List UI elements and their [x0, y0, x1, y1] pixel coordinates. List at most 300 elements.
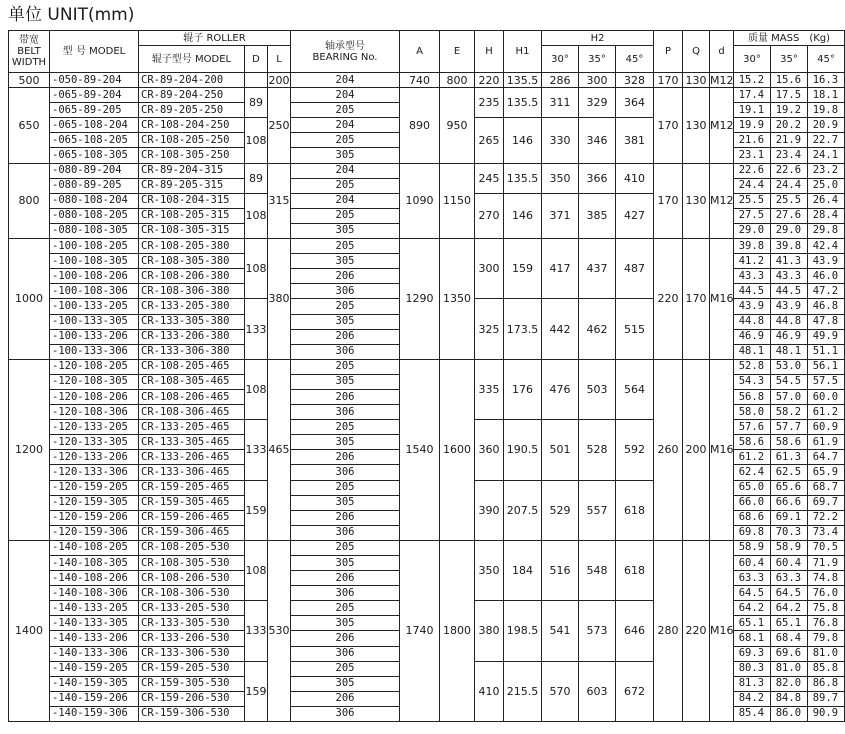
- q-cell: 170: [683, 239, 710, 360]
- table-row: [9, 239, 845, 254]
- mass-30-cell: 64.2: [734, 601, 771, 616]
- roller-d-cell: 133: [245, 299, 268, 359]
- mass-45-cell: 85.8: [808, 661, 845, 676]
- roller-model-cell: CR-133-305-465: [139, 435, 245, 450]
- mass-30-cell: 68.6: [734, 510, 771, 525]
- header-model: 型 号 MODEL: [50, 31, 139, 73]
- mass-30-cell: 65.1: [734, 616, 771, 631]
- bearing-cell: 206: [291, 389, 400, 404]
- roller-d-cell: 108: [245, 118, 268, 163]
- mass-45-cell: 43.9: [808, 254, 845, 269]
- bearing-cell: 206: [291, 571, 400, 586]
- bearing-cell: 205: [291, 601, 400, 616]
- h2-30-cell: 286: [542, 73, 579, 88]
- belt-width-cell: 1400: [9, 540, 50, 721]
- mass-30-cell: 69.8: [734, 525, 771, 540]
- roller-model-cell: CR-133-205-530: [139, 601, 245, 616]
- h2-30-cell: 501: [542, 420, 579, 480]
- model-cell: -065-89-205: [50, 103, 139, 118]
- roller-d-cell: 89: [245, 88, 268, 118]
- table-row: [9, 88, 845, 103]
- mass-45-cell: 18.1: [808, 88, 845, 103]
- bolt-d-cell: M16: [710, 359, 734, 540]
- roller-d-cell: 108: [245, 540, 268, 600]
- roller-d-cell: 108: [245, 359, 268, 419]
- mass-35-cell: 69.1: [771, 510, 808, 525]
- mass-35-cell: 61.3: [771, 450, 808, 465]
- roller-model-cell: CR-108-204-315: [139, 193, 245, 208]
- bearing-cell: 305: [291, 676, 400, 691]
- mass-45-cell: 72.2: [808, 510, 845, 525]
- mass-45-cell: 51.1: [808, 344, 845, 359]
- model-cell: -120-108-206: [50, 389, 139, 404]
- mass-35-cell: 86.0: [771, 706, 808, 721]
- model-cell: -140-108-205: [50, 540, 139, 555]
- h2-35-cell: 329: [579, 88, 616, 118]
- roller-model-cell: CR-159-205-465: [139, 480, 245, 495]
- mass-35-cell: 60.4: [771, 556, 808, 571]
- roller-model-cell: CR-159-305-530: [139, 676, 245, 691]
- bearing-cell: 305: [291, 254, 400, 269]
- e-cell: 1800: [440, 540, 475, 721]
- mass-30-cell: 29.0: [734, 223, 771, 238]
- roller-model-cell: CR-108-204-250: [139, 118, 245, 133]
- model-cell: -140-159-205: [50, 661, 139, 676]
- mass-45-cell: 86.8: [808, 676, 845, 691]
- model-cell: -140-159-305: [50, 676, 139, 691]
- h-cell: 325: [475, 299, 504, 359]
- mass-30-cell: 84.2: [734, 691, 771, 706]
- a-cell: 890: [400, 88, 440, 163]
- mass-35-cell: 69.6: [771, 646, 808, 661]
- h2-45-cell: 364: [616, 88, 654, 118]
- model-cell: -065-108-205: [50, 133, 139, 148]
- model-cell: -140-133-306: [50, 646, 139, 661]
- h-cell: 245: [475, 163, 504, 193]
- bearing-cell: 206: [291, 329, 400, 344]
- roller-d-cell: 89: [245, 163, 268, 193]
- mass-45-cell: 16.3: [808, 73, 845, 88]
- a-cell: 1090: [400, 163, 440, 238]
- h2-35-cell: 462: [579, 299, 616, 359]
- header-roller-group: 辊子 ROLLER: [139, 31, 291, 46]
- mass-45-cell: 89.7: [808, 691, 845, 706]
- header-l: L: [268, 46, 291, 73]
- mass-45-cell: 20.9: [808, 118, 845, 133]
- h1-cell: 173.5: [504, 299, 542, 359]
- h1-cell: 184: [504, 540, 542, 600]
- h2-30-cell: 570: [542, 661, 579, 721]
- bearing-cell: 305: [291, 314, 400, 329]
- mass-45-cell: 24.1: [808, 148, 845, 163]
- mass-35-cell: 39.8: [771, 239, 808, 254]
- roller-l-cell: 250: [268, 88, 291, 163]
- h2-30-cell: 350: [542, 163, 579, 193]
- mass-45-cell: 65.9: [808, 465, 845, 480]
- mass-45-cell: 19.8: [808, 103, 845, 118]
- h2-45-cell: 381: [616, 118, 654, 163]
- mass-30-cell: 66.0: [734, 495, 771, 510]
- h1-cell: 146: [504, 118, 542, 163]
- mass-35-cell: 23.4: [771, 148, 808, 163]
- header-h: H: [475, 31, 504, 73]
- h-cell: 380: [475, 601, 504, 661]
- roller-d-cell: 108: [245, 239, 268, 299]
- h2-45-cell: 487: [616, 239, 654, 299]
- model-cell: -140-159-206: [50, 691, 139, 706]
- mass-35-cell: 48.1: [771, 344, 808, 359]
- roller-model-cell: CR-108-305-250: [139, 148, 245, 163]
- bearing-cell: 206: [291, 450, 400, 465]
- roller-model-cell: CR-133-305-380: [139, 314, 245, 329]
- mass-45-cell: 57.5: [808, 374, 845, 389]
- model-cell: -080-108-204: [50, 193, 139, 208]
- mass-45-cell: 42.4: [808, 239, 845, 254]
- p-cell: 260: [654, 359, 683, 540]
- model-cell: -140-108-306: [50, 586, 139, 601]
- bearing-cell: 204: [291, 163, 400, 178]
- mass-30-cell: 81.3: [734, 676, 771, 691]
- header-h1: H1: [504, 31, 542, 73]
- bolt-d-cell: M12: [710, 163, 734, 238]
- mass-35-cell: 43.3: [771, 269, 808, 284]
- roller-model-cell: CR-108-205-315: [139, 208, 245, 223]
- model-cell: -140-133-305: [50, 616, 139, 631]
- mass-45-cell: 76.8: [808, 616, 845, 631]
- mass-30-cell: 58.0: [734, 405, 771, 420]
- a-cell: 1740: [400, 540, 440, 721]
- roller-model-cell: CR-108-206-530: [139, 571, 245, 586]
- h2-45-cell: 646: [616, 601, 654, 661]
- mass-30-cell: 25.5: [734, 193, 771, 208]
- h2-30-cell: 541: [542, 601, 579, 661]
- model-cell: -080-89-204: [50, 163, 139, 178]
- mass-30-cell: 63.3: [734, 571, 771, 586]
- mass-35-cell: 19.2: [771, 103, 808, 118]
- mass-45-cell: 81.0: [808, 646, 845, 661]
- mass-35-cell: 65.6: [771, 480, 808, 495]
- header-h2-30: 30°: [542, 46, 579, 73]
- mass-45-cell: 74.8: [808, 571, 845, 586]
- mass-30-cell: 15.2: [734, 73, 771, 88]
- h2-45-cell: 410: [616, 163, 654, 193]
- roller-model-cell: CR-159-205-530: [139, 661, 245, 676]
- bolt-d-cell: M12: [710, 88, 734, 163]
- mass-35-cell: 81.0: [771, 661, 808, 676]
- mass-35-cell: 44.8: [771, 314, 808, 329]
- roller-d-cell: [245, 73, 268, 88]
- model-cell: -100-108-206: [50, 269, 139, 284]
- roller-model-cell: CR-89-204-200: [139, 73, 245, 88]
- model-cell: -100-133-306: [50, 344, 139, 359]
- mass-45-cell: 47.2: [808, 284, 845, 299]
- spec-table: [8, 30, 845, 722]
- roller-model-cell: CR-159-306-530: [139, 706, 245, 721]
- e-cell: 950: [440, 88, 475, 163]
- h2-30-cell: 476: [542, 359, 579, 419]
- h2-35-cell: 346: [579, 118, 616, 163]
- model-cell: -065-108-204: [50, 118, 139, 133]
- h2-35-cell: 573: [579, 601, 616, 661]
- header-p: P: [654, 31, 683, 73]
- bearing-cell: 204: [291, 88, 400, 103]
- mass-35-cell: 84.8: [771, 691, 808, 706]
- model-cell: -140-108-305: [50, 556, 139, 571]
- p-cell: 220: [654, 239, 683, 360]
- p-cell: 170: [654, 88, 683, 163]
- roller-d-cell: 133: [245, 601, 268, 661]
- mass-35-cell: 58.2: [771, 405, 808, 420]
- bearing-cell: 204: [291, 118, 400, 133]
- header-e: E: [440, 31, 475, 73]
- roller-model-cell: CR-89-205-250: [139, 103, 245, 118]
- mass-30-cell: 43.3: [734, 269, 771, 284]
- roller-model-cell: CR-89-204-250: [139, 88, 245, 103]
- model-cell: -140-159-306: [50, 706, 139, 721]
- h1-cell: 146: [504, 193, 542, 238]
- roller-l-cell: 465: [268, 359, 291, 540]
- roller-model-cell: CR-108-305-530: [139, 556, 245, 571]
- mass-30-cell: 58.6: [734, 435, 771, 450]
- mass-45-cell: 47.8: [808, 314, 845, 329]
- roller-model-cell: CR-89-204-315: [139, 163, 245, 178]
- header-roller-model: 辊子型号 MODEL: [139, 46, 245, 73]
- h-cell: 270: [475, 193, 504, 238]
- h2-35-cell: 603: [579, 661, 616, 721]
- h2-35-cell: 385: [579, 193, 616, 238]
- model-cell: -120-108-205: [50, 359, 139, 374]
- mass-35-cell: 17.5: [771, 88, 808, 103]
- mass-30-cell: 68.1: [734, 631, 771, 646]
- bearing-cell: 206: [291, 269, 400, 284]
- e-cell: 1350: [440, 239, 475, 360]
- bearing-cell: 306: [291, 525, 400, 540]
- mass-45-cell: 61.2: [808, 405, 845, 420]
- mass-45-cell: 71.9: [808, 556, 845, 571]
- table-body: [9, 73, 845, 722]
- h2-35-cell: 557: [579, 480, 616, 540]
- h2-30-cell: 516: [542, 540, 579, 600]
- mass-45-cell: 22.7: [808, 133, 845, 148]
- mass-30-cell: 56.8: [734, 389, 771, 404]
- mass-45-cell: 49.9: [808, 329, 845, 344]
- roller-l-cell: 200: [268, 73, 290, 87]
- model-cell: -120-108-306: [50, 405, 139, 420]
- bearing-cell: 205: [291, 420, 400, 435]
- mass-30-cell: 62.4: [734, 465, 771, 480]
- a-cell: 1290: [400, 239, 440, 360]
- h2-45-cell: 672: [616, 661, 654, 721]
- mass-35-cell: 64.2: [771, 601, 808, 616]
- bearing-cell: 306: [291, 284, 400, 299]
- h2-45-cell: 328: [616, 73, 654, 88]
- belt-width-cell: 500: [9, 73, 50, 88]
- h2-45-cell: 515: [616, 299, 654, 359]
- h2-45-cell: 618: [616, 540, 654, 600]
- header-belt-width: 带宽 BELT WIDTH: [9, 31, 50, 73]
- model-cell: -080-89-205: [50, 178, 139, 193]
- h2-35-cell: 503: [579, 359, 616, 419]
- mass-35-cell: 24.4: [771, 178, 808, 193]
- model-cell: -120-159-205: [50, 480, 139, 495]
- bearing-cell: 205: [291, 239, 400, 254]
- table-row: [9, 359, 845, 374]
- roller-model-cell: CR-133-306-530: [139, 646, 245, 661]
- roller-model-cell: CR-133-306-380: [139, 344, 245, 359]
- q-cell: 130: [683, 163, 710, 238]
- bearing-cell: 205: [291, 661, 400, 676]
- bearing-cell: 305: [291, 374, 400, 389]
- h2-30-cell: 330: [542, 118, 579, 163]
- roller-l-cell: 380: [268, 239, 291, 360]
- mass-35-cell: 43.9: [771, 299, 808, 314]
- q-cell: 200: [683, 359, 710, 540]
- model-cell: -080-108-305: [50, 223, 139, 238]
- p-cell: 170: [654, 73, 683, 88]
- header-d: D: [245, 46, 268, 73]
- bearing-cell: 206: [291, 631, 400, 646]
- h2-35-cell: 300: [579, 73, 616, 88]
- model-cell: -120-159-206: [50, 510, 139, 525]
- mass-45-cell: 28.4: [808, 208, 845, 223]
- mass-30-cell: 54.3: [734, 374, 771, 389]
- header-mass-45: 45°: [808, 46, 845, 73]
- model-cell: -100-108-306: [50, 284, 139, 299]
- header-mass: 质量 MASS (Kg): [734, 31, 845, 46]
- h-cell: 300: [475, 239, 504, 299]
- unit-title: 单位 UNIT(mm): [8, 5, 135, 25]
- table-row: [9, 540, 845, 555]
- mass-30-cell: 65.0: [734, 480, 771, 495]
- roller-model-cell: CR-108-305-315: [139, 223, 245, 238]
- roller-d-cell: 159: [245, 480, 268, 540]
- mass-35-cell: 15.6: [771, 73, 808, 88]
- roller-d-cell: 108: [245, 193, 268, 238]
- h-cell: 410: [475, 661, 504, 721]
- mass-45-cell: 46.0: [808, 269, 845, 284]
- bearing-cell: 205: [291, 299, 400, 314]
- h2-45-cell: 618: [616, 480, 654, 540]
- mass-30-cell: 19.9: [734, 118, 771, 133]
- table-row: [9, 73, 845, 88]
- mass-30-cell: 60.4: [734, 556, 771, 571]
- header-h2: H2: [542, 31, 654, 46]
- bearing-cell: 206: [291, 510, 400, 525]
- mass-45-cell: 68.7: [808, 480, 845, 495]
- mass-35-cell: 65.1: [771, 616, 808, 631]
- mass-45-cell: 25.0: [808, 178, 845, 193]
- model-cell: -140-133-206: [50, 631, 139, 646]
- mass-35-cell: 25.5: [771, 193, 808, 208]
- mass-35-cell: 22.6: [771, 163, 808, 178]
- roller-l-cell: 315: [268, 163, 291, 238]
- bearing-cell: 306: [291, 405, 400, 420]
- roller-model-cell: CR-133-206-530: [139, 631, 245, 646]
- bolt-d-cell: M16: [710, 540, 734, 721]
- bearing-cell: 305: [291, 616, 400, 631]
- bearing-cell: 204: [291, 73, 400, 88]
- h-cell: 350: [475, 540, 504, 600]
- mass-45-cell: 79.8: [808, 631, 845, 646]
- h-cell: 335: [475, 359, 504, 419]
- h2-35-cell: 437: [579, 239, 616, 299]
- mass-30-cell: 21.6: [734, 133, 771, 148]
- table-row: [9, 163, 845, 178]
- model-cell: -140-108-206: [50, 571, 139, 586]
- mass-30-cell: 41.2: [734, 254, 771, 269]
- bearing-cell: 306: [291, 646, 400, 661]
- bearing-cell: 205: [291, 480, 400, 495]
- q-cell: 220: [683, 540, 710, 721]
- h2-35-cell: 528: [579, 420, 616, 480]
- roller-l-cell: 530: [268, 540, 291, 721]
- mass-35-cell: 62.5: [771, 465, 808, 480]
- p-cell: 170: [654, 163, 683, 238]
- mass-30-cell: 44.8: [734, 314, 771, 329]
- mass-30-cell: 46.9: [734, 329, 771, 344]
- h1-cell: 159: [504, 239, 542, 299]
- roller-model-cell: CR-108-306-530: [139, 586, 245, 601]
- mass-30-cell: 69.3: [734, 646, 771, 661]
- mass-35-cell: 27.6: [771, 208, 808, 223]
- mass-35-cell: 66.6: [771, 495, 808, 510]
- roller-model-cell: CR-133-206-380: [139, 329, 245, 344]
- model-cell: -120-133-305: [50, 435, 139, 450]
- mass-45-cell: 60.9: [808, 420, 845, 435]
- mass-45-cell: 56.1: [808, 359, 845, 374]
- h2-35-cell: 548: [579, 540, 616, 600]
- model-cell: -120-159-305: [50, 495, 139, 510]
- model-cell: -065-89-204: [50, 88, 139, 103]
- bearing-cell: 305: [291, 223, 400, 238]
- bearing-cell: 306: [291, 344, 400, 359]
- bearing-cell: 204: [291, 193, 400, 208]
- mass-35-cell: 82.0: [771, 676, 808, 691]
- mass-45-cell: 64.7: [808, 450, 845, 465]
- mass-35-cell: 21.9: [771, 133, 808, 148]
- roller-model-cell: CR-108-205-530: [139, 540, 245, 555]
- q-cell: 130: [683, 88, 710, 163]
- model-cell: -100-133-206: [50, 329, 139, 344]
- header-a: A: [400, 31, 440, 73]
- e-cell: 1150: [440, 163, 475, 238]
- mass-35-cell: 53.0: [771, 359, 808, 374]
- e-cell: 800: [440, 73, 475, 88]
- roller-model-cell: CR-108-206-380: [139, 269, 245, 284]
- roller-model-cell: CR-133-205-380: [139, 299, 245, 314]
- mass-30-cell: 85.4: [734, 706, 771, 721]
- h2-35-cell: 366: [579, 163, 616, 193]
- roller-model-cell: CR-108-306-465: [139, 405, 245, 420]
- mass-45-cell: 60.0: [808, 389, 845, 404]
- mass-35-cell: 57.0: [771, 389, 808, 404]
- mass-35-cell: 58.6: [771, 435, 808, 450]
- mass-30-cell: 39.8: [734, 239, 771, 254]
- mass-35-cell: 58.9: [771, 540, 808, 555]
- mass-30-cell: 43.9: [734, 299, 771, 314]
- belt-width-cell: 800: [9, 163, 50, 238]
- mass-30-cell: 17.4: [734, 88, 771, 103]
- h1-cell: 198.5: [504, 601, 542, 661]
- bearing-cell: 305: [291, 148, 400, 163]
- mass-45-cell: 23.2: [808, 163, 845, 178]
- bearing-cell: 305: [291, 556, 400, 571]
- header-h2-45: 45°: [616, 46, 654, 73]
- header-bearing: 轴承型号 BEARING No.: [291, 31, 400, 73]
- model-cell: -120-133-205: [50, 420, 139, 435]
- bearing-cell: 205: [291, 178, 400, 193]
- mass-30-cell: 61.2: [734, 450, 771, 465]
